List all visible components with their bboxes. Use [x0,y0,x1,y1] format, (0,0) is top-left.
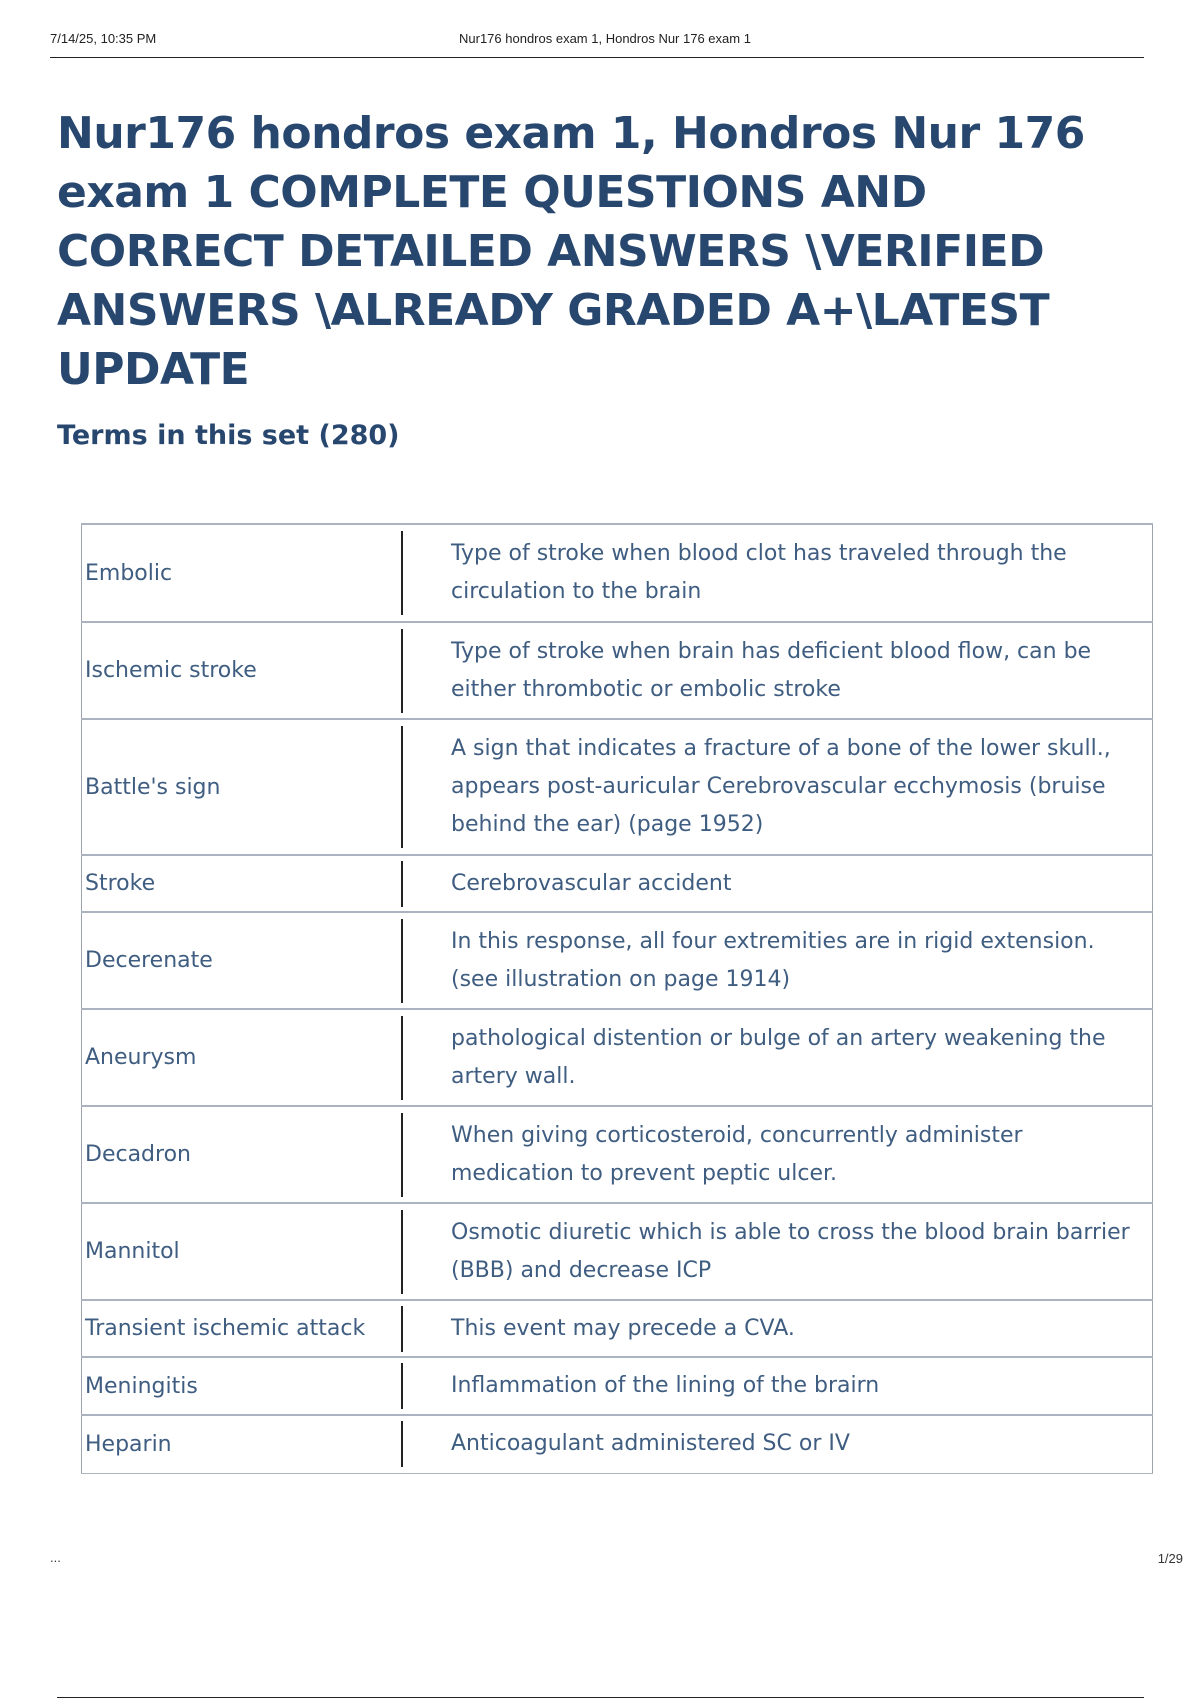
term-cell: Heparin [82,1415,404,1473]
term-cell: Stroke [82,855,404,912]
definition-cell: Anticoagulant administered SC or IV [401,1421,1134,1467]
document-title: Nur176 hondros exam 1, Hondros Nur 176 exam 1 COMPLETE QUESTIONS AND CORRECT DETAILED ANSWERS \VERIFIED ANSWERS \ALREADY GRADED A+\LATEST UPDATE [57,108,1085,395]
terms-count-heading: Terms in this set (280) [57,420,400,451]
term-cell: Transient ischemic attack [82,1300,404,1357]
definition-cell: A sign that indicates a fracture of a bone of the lower skull., appears post-auricular Cerebrovascular ecchymosis (bruise behind the ear) (page 1952) [401,726,1134,848]
definition-cell: Osmotic diuretic which is able to cross the blood brain barrier (BBB) and decrease ICP [401,1210,1134,1294]
definition-cell: pathological distention or bulge of an artery weakening the artery wall. [401,1016,1134,1100]
term-row [82,524,1153,622]
definition-cell: This event may precede a CVA. [401,1306,1134,1352]
definition-cell: Type of stroke when blood clot has traveled through the circulation to the brain [401,531,1134,615]
footer-divider [57,1697,1144,1698]
page-ellipsis: ... [50,1550,61,1565]
term-cell: Decadron [82,1106,404,1203]
print-page-title: Nur176 hondros exam 1, Hondros Nur 176 exam 1 [459,31,751,46]
term-row [82,1106,1153,1203]
term-row [82,1009,1153,1106]
term-cell: Battle's sign [82,719,404,855]
page-number: 1/29 [1157,1551,1183,1566]
term-row [82,1357,1153,1415]
term-row [82,855,1153,912]
definition-cell: Inflammation of the lining of the brairn [401,1363,1134,1409]
term-row [82,912,1153,1009]
definition-cell: Type of stroke when brain has deficient blood flow, can be either thrombotic or embolic stroke [401,629,1134,713]
term-row [82,622,1153,719]
term-cell: Decerenate [82,912,404,1009]
term-cell: Embolic [82,524,404,622]
term-cell: Ischemic stroke [82,622,404,719]
term-cell: Mannitol [82,1203,404,1300]
term-cell: Meningitis [82,1357,404,1415]
term-row [82,719,1153,855]
print-date: 7/14/25, 10:35 PM [50,31,157,46]
term-row [82,1415,1153,1473]
definition-cell: Cerebrovascular accident [401,861,1134,907]
definition-cell: When giving corticosteroid, concurrently administer medication to prevent peptic ulcer. [401,1113,1134,1197]
print-header [50,29,1144,58]
terms-table [81,523,1153,1474]
term-row [82,1203,1153,1300]
term-row [82,1300,1153,1357]
definition-cell: In this response, all four extremities are in rigid extension. (see illustration on page 1914) [401,919,1134,1003]
term-cell: Aneurysm [82,1009,404,1106]
